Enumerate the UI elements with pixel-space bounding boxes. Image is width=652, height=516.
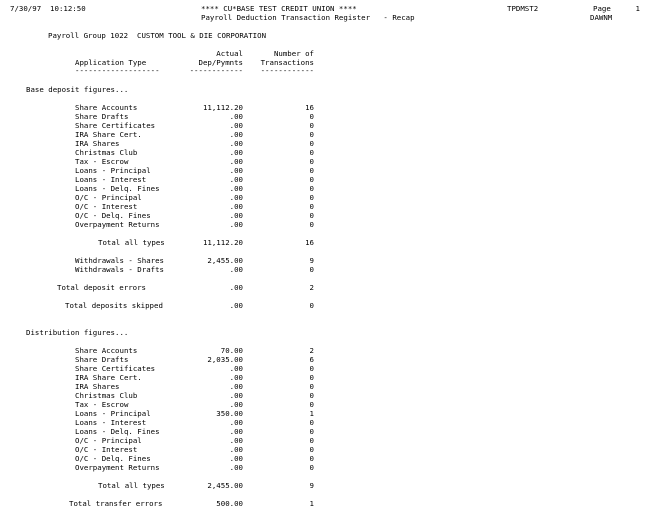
dist-row-count: 0 xyxy=(309,400,314,409)
base-row-count: 0 xyxy=(309,121,314,130)
withdrawals-drafts-label: Withdrawals - Drafts xyxy=(75,265,164,274)
base-row-count: 0 xyxy=(309,220,314,229)
base-row-label: Christmas Club xyxy=(75,148,138,157)
col-count-line2: Transactions xyxy=(260,58,314,67)
dist-row-label: Overpayment Returns xyxy=(75,463,160,472)
dist-row-count: 0 xyxy=(309,382,314,391)
dist-row-count: 0 xyxy=(309,364,314,373)
col-underline-count: ------------ xyxy=(260,66,314,75)
transfer-errors-count: 1 xyxy=(309,499,314,508)
base-row-amount: .00 xyxy=(229,139,243,148)
dist-row-count: 0 xyxy=(309,436,314,445)
base-row-count: 0 xyxy=(309,184,314,193)
dist-row-count: 2 xyxy=(309,346,314,355)
base-row-label: Share Certificates xyxy=(75,121,156,130)
base-row-label: Tax - Escrow xyxy=(75,157,129,166)
dist-row-label: IRA Shares xyxy=(75,382,120,391)
dist-row-amount: .00 xyxy=(229,382,243,391)
report-id: TPDMST2 xyxy=(507,4,539,13)
base-row-label: IRA Shares xyxy=(75,139,120,148)
dist-row-count: 0 xyxy=(309,445,314,454)
page-label: Page xyxy=(593,4,611,13)
dist-row-amount: 70.00 xyxy=(220,346,243,355)
dist-row-label: Loans - Delq. Fines xyxy=(75,427,160,436)
dist-row-amount: .00 xyxy=(229,427,243,436)
transfer-errors-label: Total transfer errors xyxy=(69,499,163,508)
deposits-skipped-count: 0 xyxy=(309,301,314,310)
dist-row-amount: .00 xyxy=(229,364,243,373)
dist-row-label: Christmas Club xyxy=(75,391,138,400)
base-row-label: Loans - Delq. Fines xyxy=(75,184,160,193)
dist-total-count: 9 xyxy=(309,481,314,490)
base-row-amount: .00 xyxy=(229,202,243,211)
dist-row-amount: .00 xyxy=(229,436,243,445)
base-row-amount: .00 xyxy=(229,157,243,166)
dist-row-amount: 350.00 xyxy=(216,409,243,418)
col-actual-line1: Actual xyxy=(216,49,243,58)
base-row-amount: 11,112.20 xyxy=(202,103,243,112)
base-row-amount: .00 xyxy=(229,166,243,175)
dist-row-amount: .00 xyxy=(229,418,243,427)
withdrawals-shares-amount: 2,455.00 xyxy=(207,256,243,265)
dist-row-amount: .00 xyxy=(229,400,243,409)
col-underline-actual: ------------ xyxy=(189,66,243,75)
base-total-label: Total all types xyxy=(98,238,165,247)
base-row-label: O/C - Interest xyxy=(75,202,138,211)
dist-row-amount: .00 xyxy=(229,445,243,454)
dist-row-count: 0 xyxy=(309,463,314,472)
base-row-amount: .00 xyxy=(229,193,243,202)
base-row-amount: .00 xyxy=(229,175,243,184)
dist-row-label: O/C - Interest xyxy=(75,445,138,454)
dist-row-count: 6 xyxy=(309,355,314,364)
deposit-errors-count: 2 xyxy=(309,283,314,292)
base-row-amount: .00 xyxy=(229,130,243,139)
deposits-skipped-amount: .00 xyxy=(229,301,243,310)
base-row-count: 0 xyxy=(309,211,314,220)
withdrawals-drafts-count: 0 xyxy=(309,265,314,274)
dist-row-label: Share Drafts xyxy=(75,355,129,364)
dist-row-label: Tax - Escrow xyxy=(75,400,129,409)
dist-row-count: 0 xyxy=(309,391,314,400)
dist-section-heading: Distribution figures... xyxy=(26,328,129,337)
col-count-line1: Number of xyxy=(273,49,314,58)
base-row-amount: .00 xyxy=(229,121,243,130)
dist-row-amount: .00 xyxy=(229,454,243,463)
base-row-count: 0 xyxy=(309,112,314,121)
col-underline-app: ------------------- xyxy=(75,66,160,75)
dist-row-count: 0 xyxy=(309,373,314,382)
withdrawals-shares-count: 9 xyxy=(309,256,314,265)
base-row-amount: .00 xyxy=(229,220,243,229)
base-row-label: Share Accounts xyxy=(75,103,138,112)
report-user: DAWNM xyxy=(590,13,613,22)
base-row-amount: .00 xyxy=(229,112,243,121)
deposit-errors-label: Total deposit errors xyxy=(57,283,146,292)
institution-name: **** CU*BASE TEST CREDIT UNION **** xyxy=(201,4,357,13)
dist-row-label: Loans - Principal xyxy=(75,409,151,418)
dist-row-count: 0 xyxy=(309,418,314,427)
base-row-count: 16 xyxy=(305,103,314,112)
dist-row-amount: .00 xyxy=(229,463,243,472)
dist-row-label: O/C - Principal xyxy=(75,436,142,445)
page-number: 1 xyxy=(635,4,640,13)
dist-row-label: Share Certificates xyxy=(75,364,156,373)
base-section-heading: Base deposit figures... xyxy=(26,85,129,94)
transfer-errors-amount: 500.00 xyxy=(216,499,243,508)
dist-total-label: Total all types xyxy=(98,481,165,490)
dist-row-count: 0 xyxy=(309,427,314,436)
payroll-group-line: Payroll Group 1022 CUSTOM TOOL & DIE CORPORATION xyxy=(48,31,267,40)
col-actual-line2: Dep/Pymnts xyxy=(198,58,243,67)
base-row-count: 0 xyxy=(309,157,314,166)
base-row-count: 0 xyxy=(309,193,314,202)
base-row-amount: .00 xyxy=(229,148,243,157)
base-row-label: Overpayment Returns xyxy=(75,220,160,229)
base-row-count: 0 xyxy=(309,139,314,148)
deposit-errors-amount: .00 xyxy=(229,283,243,292)
base-total-amount: 11,112.20 xyxy=(202,238,243,247)
dist-row-count: 1 xyxy=(309,409,314,418)
base-row-amount: .00 xyxy=(229,184,243,193)
col-application-type: Application Type xyxy=(75,58,147,67)
base-row-label: Loans - Principal xyxy=(75,166,151,175)
dist-row-label: Share Accounts xyxy=(75,346,138,355)
dist-row-label: IRA Share Cert. xyxy=(75,373,142,382)
base-row-label: Loans - Interest xyxy=(75,175,147,184)
base-row-count: 0 xyxy=(309,148,314,157)
dist-row-label: O/C - Delq. Fines xyxy=(75,454,151,463)
base-row-count: 0 xyxy=(309,175,314,184)
base-row-count: 0 xyxy=(309,202,314,211)
base-row-label: IRA Share Cert. xyxy=(75,130,142,139)
base-row-label: O/C - Principal xyxy=(75,193,142,202)
base-total-count: 16 xyxy=(305,238,314,247)
base-row-label: Share Drafts xyxy=(75,112,129,121)
base-row-count: 0 xyxy=(309,130,314,139)
deposits-skipped-label: Total deposits skipped xyxy=(65,301,163,310)
report-datetime: 7/30/97 10:12:50 xyxy=(10,4,86,13)
dist-row-amount: .00 xyxy=(229,391,243,400)
base-row-count: 0 xyxy=(309,166,314,175)
dist-total-amount: 2,455.00 xyxy=(207,481,243,490)
withdrawals-shares-label: Withdrawals - Shares xyxy=(75,256,164,265)
dist-row-amount: .00 xyxy=(229,373,243,382)
base-row-label: O/C - Delq. Fines xyxy=(75,211,151,220)
dist-row-amount: 2,035.00 xyxy=(207,355,243,364)
dist-row-label: Loans - Interest xyxy=(75,418,147,427)
withdrawals-drafts-amount: .00 xyxy=(229,265,243,274)
report-title: Payroll Deduction Transaction Register - Recap xyxy=(201,13,415,22)
base-row-amount: .00 xyxy=(229,211,243,220)
dist-row-count: 0 xyxy=(309,454,314,463)
